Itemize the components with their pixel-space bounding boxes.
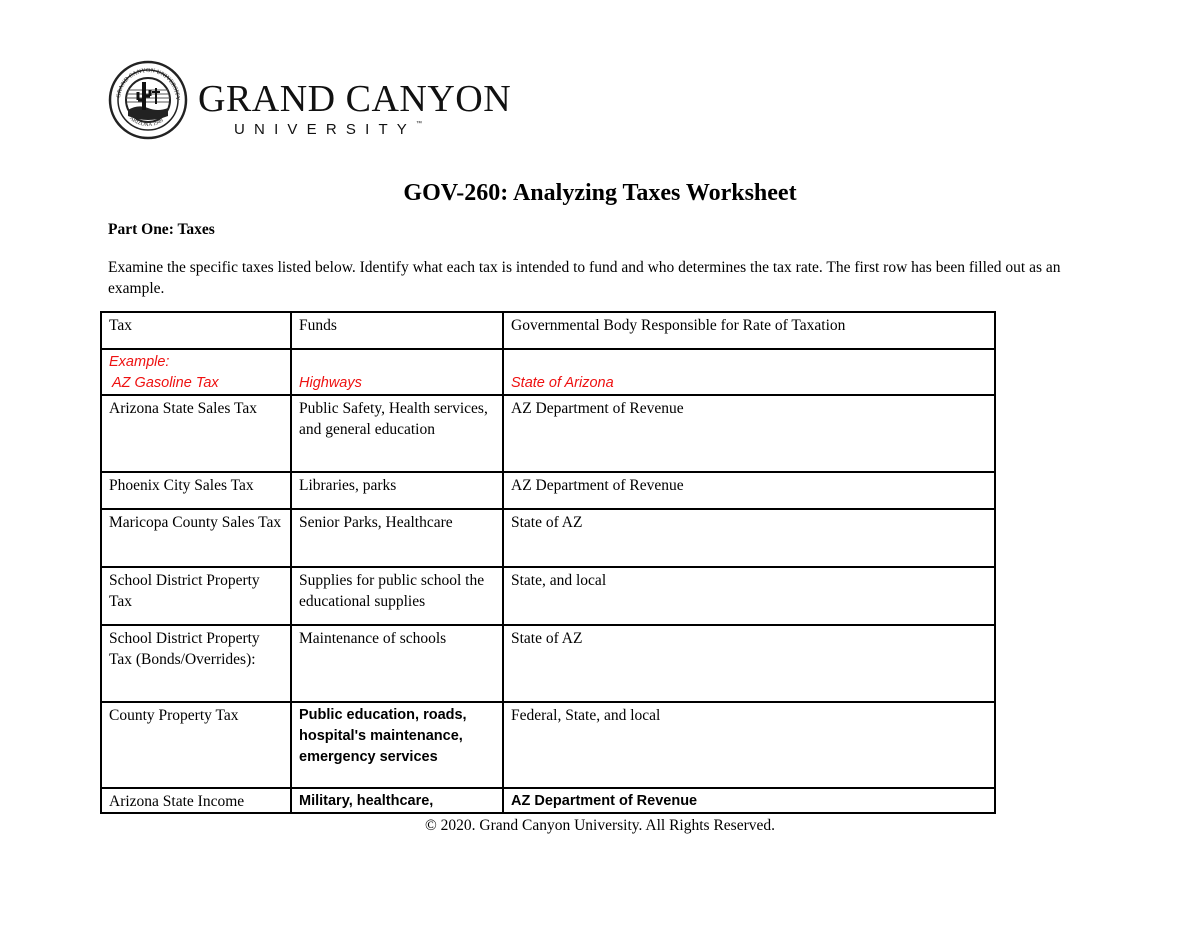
header-tax: Tax	[101, 312, 291, 349]
row-funds[interactable]: Libraries, parks	[291, 472, 503, 509]
example-tax: AZ Gasoline Tax	[112, 375, 219, 391]
row-funds[interactable]: Senior Parks, Healthcare	[291, 509, 503, 567]
row-body[interactable]: AZ Department of Revenue	[503, 395, 995, 472]
row-tax[interactable]: Phoenix City Sales Tax	[101, 472, 291, 509]
example-row	[101, 349, 995, 395]
table-row	[101, 788, 995, 813]
wordmark-university: UNIVERSITY™	[234, 121, 423, 138]
row-funds[interactable]: Maintenance of schools	[291, 625, 503, 702]
row-body[interactable]: AZ Department of Revenue	[503, 472, 995, 509]
table-row	[101, 702, 995, 788]
row-funds[interactable]: Supplies for public school the educational supplies	[291, 567, 503, 625]
gcu-logo	[108, 60, 512, 142]
svg-text:GRAND CANYON UNIVERSITY: GRAND CANYON UNIVERSITY	[116, 67, 181, 101]
wordmark	[198, 80, 511, 138]
svg-text:ARIZONA 1949: ARIZONA 1949	[128, 115, 165, 129]
row-funds[interactable]: Public education, roads, hospital's maintenance, emergency services	[291, 702, 503, 788]
row-tax[interactable]: School District Property Tax (Bonds/Overrides):	[101, 625, 291, 702]
row-tax[interactable]: School District Property Tax	[101, 567, 291, 625]
header-body: Governmental Body Responsible for Rate of Taxation	[503, 312, 995, 349]
row-tax[interactable]: Arizona State Sales Tax	[101, 395, 291, 472]
copyright-footer: © 2020. Grand Canyon University. All Rights Reserved.	[424, 817, 775, 834]
row-body[interactable]: State, and local	[503, 567, 995, 625]
instructions: Examine the specific taxes listed below. Identify what each tax is intended to fund and who determines the tax rate. The first row has been filled out as an example.	[108, 259, 1061, 297]
table-row	[101, 567, 995, 625]
university-seal-icon	[108, 60, 188, 140]
row-body[interactable]: State of AZ	[503, 509, 995, 567]
row-funds[interactable]: Military, healthcare,	[291, 788, 503, 813]
example-label: Example:	[109, 354, 170, 370]
row-body[interactable]: AZ Department of Revenue	[503, 788, 995, 813]
header-funds: Funds	[291, 312, 503, 349]
table-header-row	[101, 312, 995, 349]
table-row	[101, 395, 995, 472]
table-row	[101, 625, 995, 702]
table-row	[101, 509, 995, 567]
row-tax[interactable]: Arizona State Income	[101, 788, 291, 813]
example-body: State of Arizona	[503, 349, 995, 395]
example-funds: Highways	[291, 349, 503, 395]
row-tax[interactable]: Maricopa County Sales Tax	[101, 509, 291, 567]
example-tax-cell	[101, 349, 291, 395]
wordmark-name: GRAND CANYON	[198, 78, 512, 120]
page-title: GOV-260: Analyzing Taxes Worksheet	[403, 180, 797, 206]
row-body[interactable]: Federal, State, and local	[503, 702, 995, 788]
row-tax[interactable]: County Property Tax	[101, 702, 291, 788]
row-body[interactable]: State of AZ	[503, 625, 995, 702]
table-row	[101, 472, 995, 509]
part-heading: Part One: Taxes	[108, 221, 215, 238]
taxes-table	[100, 311, 996, 814]
row-funds[interactable]: Public Safety, Health services, and general education	[291, 395, 503, 472]
